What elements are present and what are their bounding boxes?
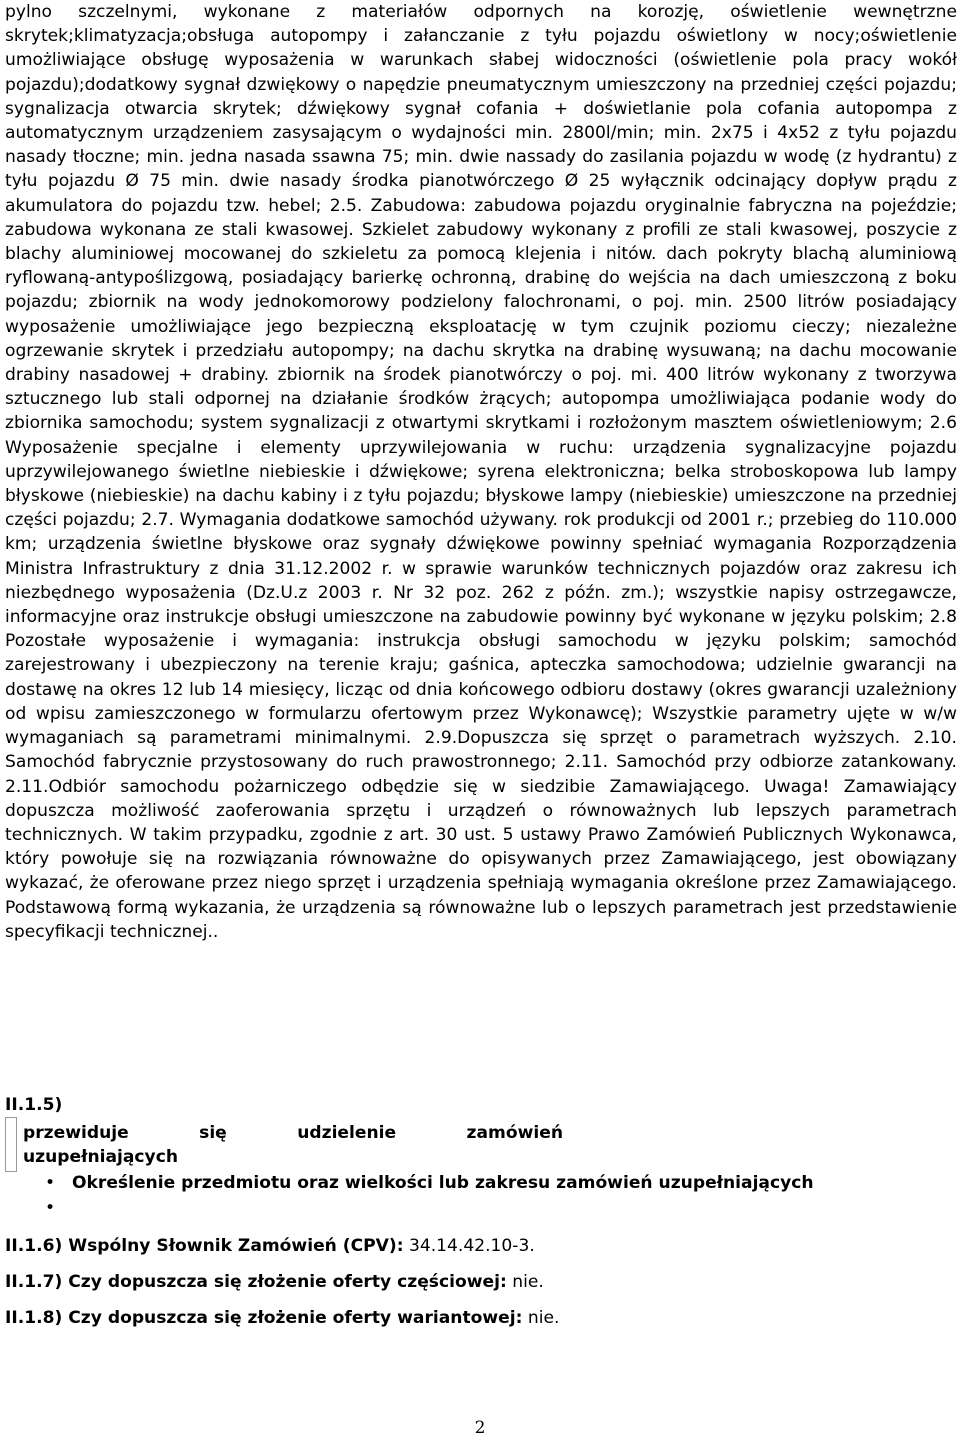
bullet-icon: • [45, 1173, 56, 1193]
section-label-ii-1-5: II.1.5) [5, 1095, 63, 1115]
partial-offer-label: II.1.7) Czy dopuszcza się złożenie oferty częściowej: [5, 1272, 507, 1292]
checkbox-label-line1: przewiduje się udzielenie zamówień [23, 1123, 563, 1143]
list-item [5, 1196, 957, 1221]
variant-offer-value: nie. [522, 1308, 560, 1328]
bullet-icon: • [45, 1198, 56, 1218]
partial-offer-value: nie. [506, 1272, 544, 1292]
page-number: 2 [474, 1418, 486, 1438]
cpv-label: II.1.6) Wspólny Słownik Zamówień (CPV): [5, 1236, 404, 1256]
cpv-line [5, 1236, 535, 1256]
supplementary-orders-option[interactable] [5, 1117, 565, 1175]
specification-paragraph: pylno szczelnymi, wykonane z materiałów odpornych na korozję, oświetlenie wewnętrzne skrytek;klimatyzacja;obsługa autopompy i załanczanie z tyłu pojazdu oświetlony w nocy;oświetlenie umożliwiające obsługę wyposażenia w warunkach słabej widoczności (oświetlenie pola pracy wokół pojazdu);dodatkowy sygnał dzwiękowy o napędzie pneumatycznym umieszczony na przedniej części pojazdu; sygnalizacja otwarcia skrytek; dźwiękowy sygnał cofania + doświetlanie pola cofania autopompa z automatycznym urządzeniem zasysającym o wydajności min. 2800l/min; min. 2x75 i 4x52 z tyłu pojazdu nasady tłoczne; min. jedna nasada ssawna 75; min. dwie nassady do zasilania pojazdu w wodę (z hydrantu) z tyłu pojazdu Ø 75 min. dwie nasady środka pianotwórczego Ø 25 wyłącznik odcinający dopływ prądu z akumulatora do pojazdu tzw. hebel; 2.5. Zabudowa: zabudowa pojazdu oryginalnie fabryczna na pojeździe; zabudowa wykonana ze stali kwasowej. Szkielet zabudowy wykonany z profili ze stali kwasowej, poszycie z blachy aluminiowej mocowanej do szkieletu za pomocą klejenia i nitów. dach pokryty blachą aluminiową ryflowaną-antypoślizgową, posiadający barierkę ochronną, drabinę do wejścia na dach umieszczoną z boku pojazdu; zbiornik na wody jednokomorowy podzielony falochronami, o poj. min. 2500 litrów posiadający wyposażenie umożliwiające jego bezpieczną eksploatację w tym czujnik poziomu cieczy; niezależne ogrzewanie skrytek i przedziału autopompy; na dachu skrytka na drabinę wysuwaną; na dachu mocowanie drabiny nasadowej + drabiny. zbiornik na środek pianotwórczy o poj. mi. 400 litrów wykonany z tworzywa sztucznego lub stali odpornej na działanie środków żrących; autopompa umożliwiająca podanie wody do zbiornika samochodu; system sygnalizacji z otwartymi skrytkami i rozłożonym masztem oświetleniowym; 2.6 Wyposażenie specjalne i elementy uprzywilejowania w ruchu: urządzenia sygnalizacyjne pojazdu uprzywilejowanego świetlne niebieskie i dźwiękowe; syrena elektroniczna; belka stroboskopowa lub lampy błyskowe (niebieskie) na dachu kabiny i z tyłu pojazdu; błyskowe lampy (niebieskie) umieszczone na przedniej części pojazdu; 2.7. Wymagania dodatkowe samochód używany. rok produkcji od 2001 r.; przebieg do 110.000 km; urządzenia świetlne błyskowe oraz sygnały dźwiękowe powinny spełniać wymagania Rozporządzenia Ministra Infrastruktury z dnia 31.12.2002 r. w sprawie warunków technicznych pojazdów oraz zakresu ich niezbędnego wyposażenia (Dz.U.z 2003 r. Nr 32 poz. 262 z późn. zm.); wszystkie napisy ostrzegawcze, informacyjne oraz instrukcje obsługi umieszczone na zabudowie powinny być wykonane w języku polskim; 2.8 Pozostałe wyposażenie i wymagania: instrukcja obsługi samochodu w języku polskim; samochód zarejestrowany i ubezpieczony na terenie kraju; gaśnica, apteczka samochodowa; udzielnie gwarancji na dostawę na okres 12 lub 14 miesięcy, licząc od dnia końcowego odbioru dostawy (okres gwarancji uzależniony od wpisu zamieszczonego w formularzu ofertowym przez Wykonawcę); Wszystkie parametry ujęte w w/w wymaganiach są parametrami minimalnymi. 2.9.Dopuszcza się sprzęt o parametrach wyższych. 2.10. Samochód fabrycznie przystosowany do ruch prawostronnego; 2.11. Samochód przy odbiorze zatankowany. 2.11.Odbiór samochodu pożarniczego odbędzie się w siedzibie Zamawiającego. Uwaga! Zamawiający dopuszcza możliwość zaoferowania sprzętu i urządzeń o równoważnych lub lepszych parametrach technicznych. W takim przypadku, zgodnie z art. 30 ust. 5 ustawy Prawo Zamówień Publicznych Wykonawca, który powołuje się na rozwiązania równoważne do opisywanych przez Zamawiającego, jest obowiązany wykazać, że oferowane przez niego sprzęt i urządzenia spełniają wymagania określone przez Zamawiającego. Podstawową formą wykazania, że urządzenia są równoważne lub o lepszych parametrach jest przedstawienie specyfikacji technicznej.. [5, 2, 957, 942]
variant-offer-label: II.1.8) Czy dopuszcza się złożenie oferty wariantowej: [5, 1308, 523, 1328]
supplementary-orders-checkbox-label [23, 1121, 563, 1169]
supplementary-orders-checkbox[interactable] [5, 1117, 17, 1172]
document-page [5, 0, 957, 1328]
list-item [5, 1171, 957, 1196]
checkbox-label-line2: uzupełniających [23, 1147, 178, 1168]
partial-offer-line [5, 1272, 544, 1292]
supplementary-orders-bullets [5, 1171, 957, 1221]
list-item-text: Określenie przedmiotu oraz wielkości lub zakresu zamówień uzupełniających [72, 1173, 814, 1193]
variant-offer-line [5, 1308, 559, 1328]
cpv-value: 34.14.42.10-3. [403, 1236, 535, 1256]
